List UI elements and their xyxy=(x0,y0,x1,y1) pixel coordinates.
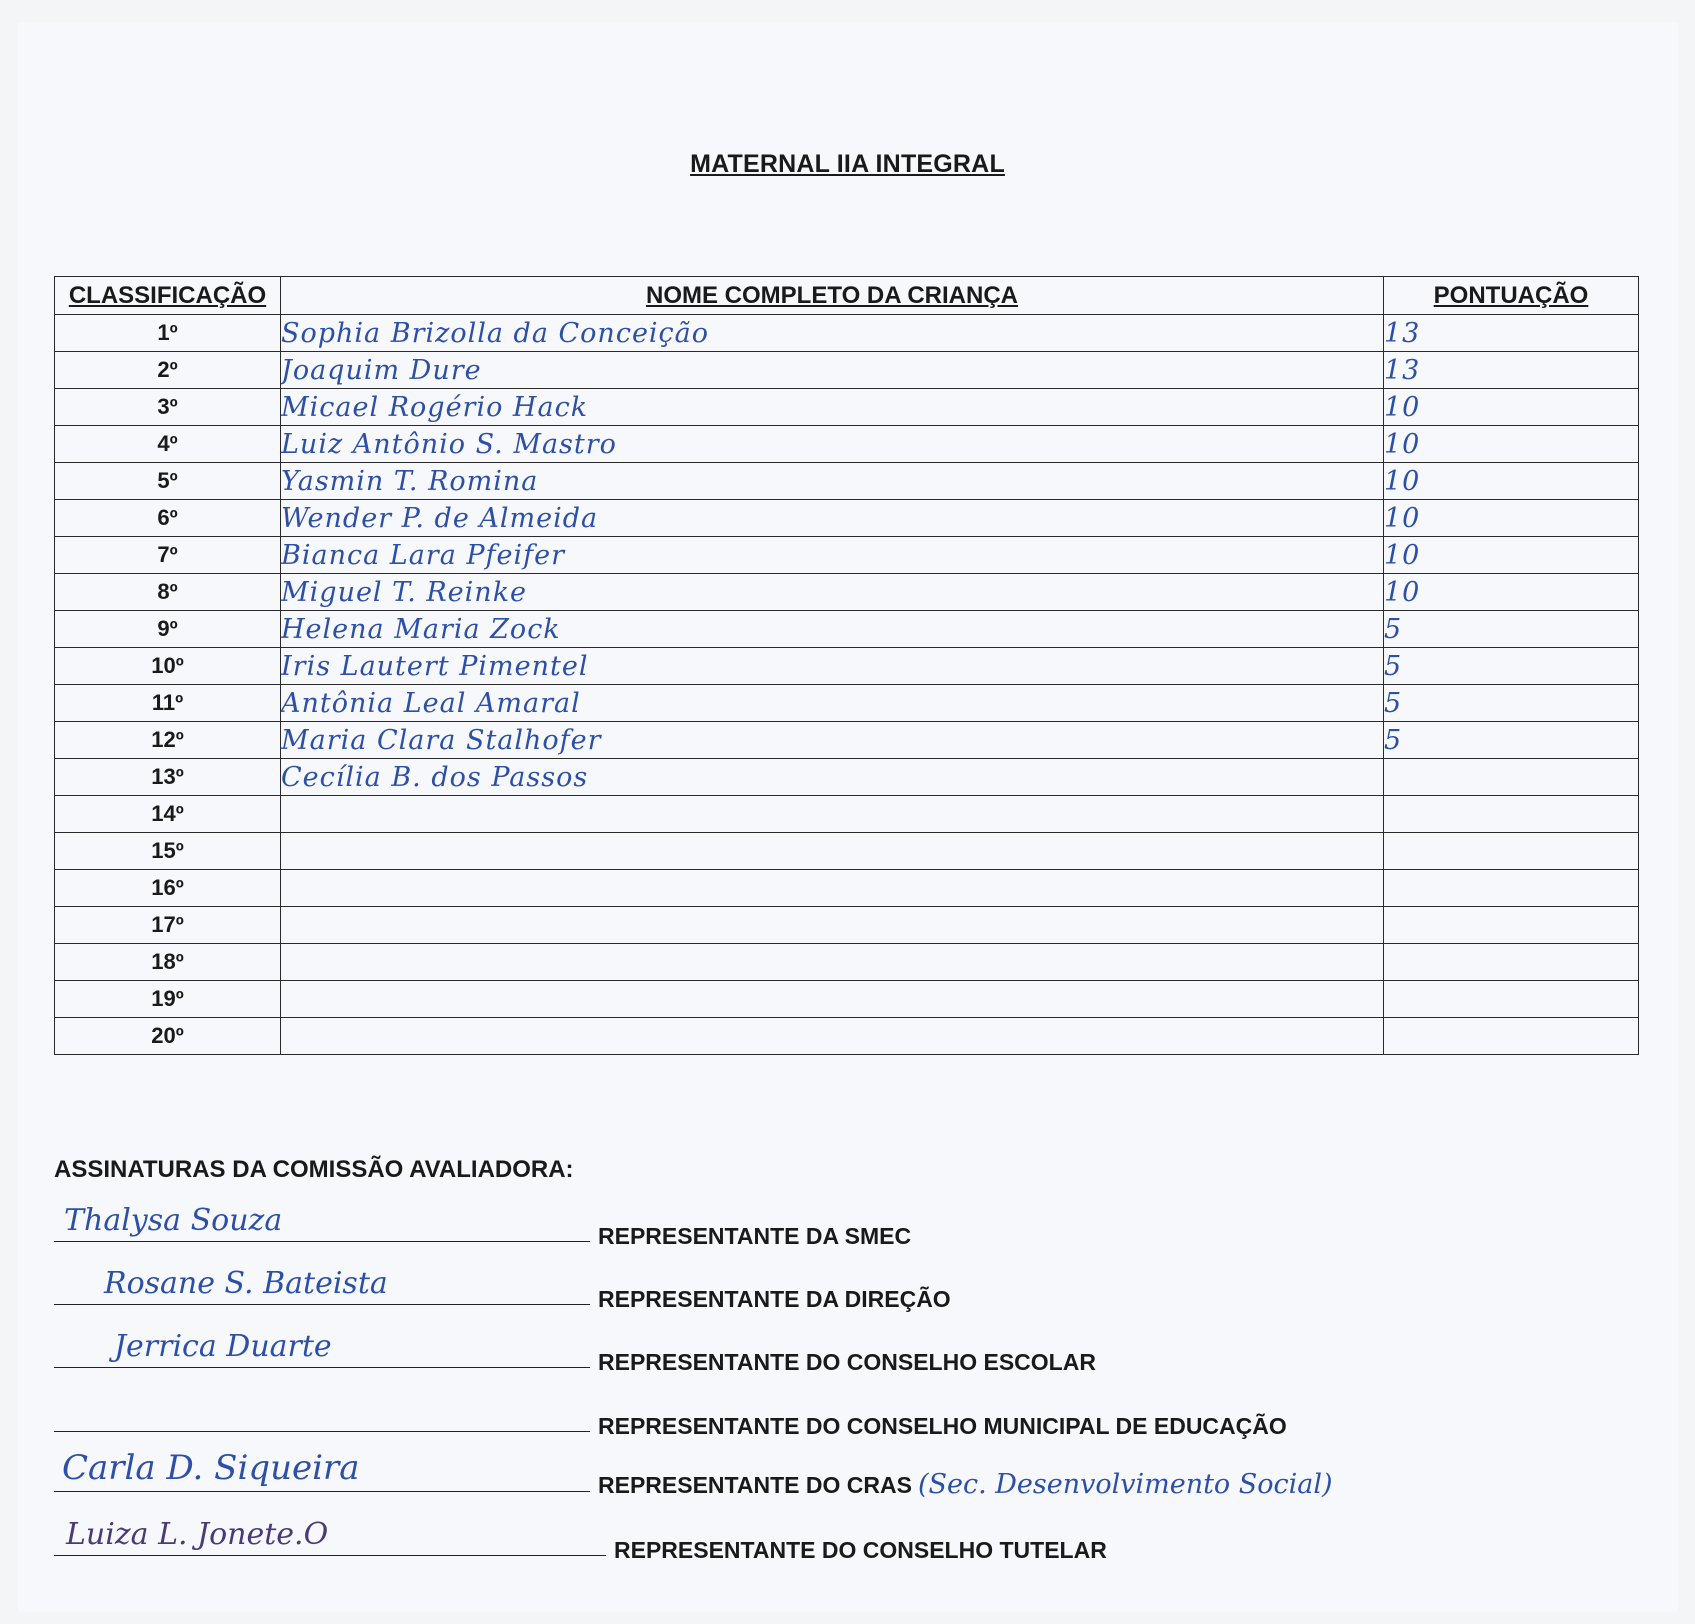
score-cell: 13 xyxy=(1384,315,1639,352)
signature-underline xyxy=(54,1431,590,1432)
rank-cell: 2º xyxy=(55,352,281,389)
child-name-cell: Miguel T. Reinke xyxy=(281,574,1384,611)
signature-line-conselho-tutelar xyxy=(54,1514,1654,1566)
rank-cell: 9º xyxy=(55,611,281,648)
table-row xyxy=(55,500,1639,537)
rank-cell: 6º xyxy=(55,500,281,537)
signature-role: REPRESENTANTE DA SMEC xyxy=(598,1223,912,1249)
child-name-cell: Antônia Leal Amaral xyxy=(281,685,1384,722)
child-name-cell: Maria Clara Stalhofer xyxy=(281,722,1384,759)
rank-cell: 8º xyxy=(55,574,281,611)
rank-cell: 7º xyxy=(55,537,281,574)
header-classification: CLASSIFICAÇÃO xyxy=(55,277,281,315)
table-row xyxy=(55,833,1639,870)
table-row xyxy=(55,352,1639,389)
table-row xyxy=(55,426,1639,463)
rank-cell: 16º xyxy=(55,870,281,907)
table-row xyxy=(55,870,1639,907)
rank-cell: 10º xyxy=(55,648,281,685)
signature-underline xyxy=(54,1304,590,1305)
table-row xyxy=(55,389,1639,426)
child-name-cell: Luiz Antônio S. Mastro xyxy=(281,426,1384,463)
signature-line-direcao xyxy=(54,1263,1654,1315)
rank-cell: 20º xyxy=(55,1018,281,1055)
signature-handwritten: Luiza L. Jonete.O xyxy=(66,1517,329,1552)
rank-cell: 3º xyxy=(55,389,281,426)
score-cell: 5 xyxy=(1384,722,1639,759)
score-cell xyxy=(1384,833,1639,870)
page-title: MATERNAL IIA INTEGRAL xyxy=(690,150,1005,178)
signature-role: REPRESENTANTE DO CONSELHO MUNICIPAL DE EDUCAÇÃO xyxy=(598,1413,1287,1439)
child-name-cell xyxy=(281,870,1384,907)
signature-handwritten: Thalysa Souza xyxy=(64,1203,283,1238)
child-name-cell: Yasmin T. Romina xyxy=(281,463,1384,500)
table-row xyxy=(55,537,1639,574)
signature-underline xyxy=(54,1241,590,1242)
signature-underline xyxy=(54,1367,590,1368)
score-cell xyxy=(1384,796,1639,833)
table-header-row xyxy=(55,277,1639,315)
table-row xyxy=(55,722,1639,759)
header-score: PONTUAÇÃO xyxy=(1384,277,1639,315)
signature-role: REPRESENTANTE DA DIREÇÃO xyxy=(598,1286,951,1312)
signature-underline xyxy=(54,1555,606,1556)
header-child-name: NOME COMPLETO DA CRIANÇA xyxy=(281,277,1384,315)
rank-cell: 4º xyxy=(55,426,281,463)
signature-role: REPRESENTANTE DO CONSELHO ESCOLAR xyxy=(598,1349,1096,1375)
rank-cell: 19º xyxy=(55,981,281,1018)
table-row xyxy=(55,981,1639,1018)
signature-line-conselho-escolar xyxy=(54,1326,1654,1378)
score-cell: 10 xyxy=(1384,500,1639,537)
table-row xyxy=(55,685,1639,722)
rank-cell: 15º xyxy=(55,833,281,870)
score-cell: 10 xyxy=(1384,463,1639,500)
score-cell: 10 xyxy=(1384,389,1639,426)
score-cell xyxy=(1384,759,1639,796)
signature-role: REPRESENTANTE DO CONSELHO TUTELAR xyxy=(614,1537,1107,1563)
signatures-heading: ASSINATURAS DA COMISSÃO AVALIADORA: xyxy=(54,1156,574,1183)
child-name-cell xyxy=(281,907,1384,944)
child-name-cell: Helena Maria Zock xyxy=(281,611,1384,648)
signature-line-smec xyxy=(54,1200,1654,1252)
table-row xyxy=(55,1018,1639,1055)
classification-table xyxy=(54,276,1639,1055)
table-row xyxy=(55,944,1639,981)
table-row xyxy=(55,463,1639,500)
rank-cell: 13º xyxy=(55,759,281,796)
table-row xyxy=(55,759,1639,796)
table-row xyxy=(55,611,1639,648)
score-cell: 5 xyxy=(1384,648,1639,685)
child-name-cell xyxy=(281,1018,1384,1055)
child-name-cell: Cecília B. dos Passos xyxy=(281,759,1384,796)
child-name-cell xyxy=(281,796,1384,833)
score-cell xyxy=(1384,981,1639,1018)
child-name-cell xyxy=(281,981,1384,1018)
table-row xyxy=(55,315,1639,352)
child-name-cell: Joaquim Dure xyxy=(281,352,1384,389)
score-cell xyxy=(1384,870,1639,907)
signature-note: (Sec. Desenvolvimento Social) xyxy=(917,1469,1333,1500)
score-cell: 5 xyxy=(1384,611,1639,648)
child-name-cell: Wender P. de Almeida xyxy=(281,500,1384,537)
score-cell: 10 xyxy=(1384,537,1639,574)
table-row xyxy=(55,574,1639,611)
score-cell xyxy=(1384,907,1639,944)
table-row xyxy=(55,796,1639,833)
child-name-cell xyxy=(281,944,1384,981)
rank-cell: 11º xyxy=(55,685,281,722)
score-cell: 10 xyxy=(1384,574,1639,611)
rank-cell: 18º xyxy=(55,944,281,981)
child-name-cell: Iris Lautert Pimentel xyxy=(281,648,1384,685)
rank-cell: 12º xyxy=(55,722,281,759)
child-name-cell: Micael Rogério Hack xyxy=(281,389,1384,426)
signature-handwritten: Carla D. Siqueira xyxy=(62,1448,360,1488)
signature-line-conselho-municipal xyxy=(54,1390,1654,1442)
signature-underline xyxy=(54,1491,590,1492)
score-cell: 13 xyxy=(1384,352,1639,389)
score-cell xyxy=(1384,1018,1639,1055)
table-row xyxy=(55,907,1639,944)
rank-cell: 17º xyxy=(55,907,281,944)
signature-handwritten: Jerrica Duarte xyxy=(114,1329,332,1364)
signature-role-text: REPRESENTANTE DO CRAS xyxy=(598,1472,912,1498)
score-cell xyxy=(1384,944,1639,981)
child-name-cell: Sophia Brizolla da Conceição xyxy=(281,315,1384,352)
rank-cell: 14º xyxy=(55,796,281,833)
rank-cell: 1º xyxy=(55,315,281,352)
rank-cell: 5º xyxy=(55,463,281,500)
child-name-cell xyxy=(281,833,1384,870)
signature-handwritten: Rosane S. Bateista xyxy=(104,1266,388,1301)
score-cell: 10 xyxy=(1384,426,1639,463)
score-cell: 5 xyxy=(1384,685,1639,722)
child-name-cell: Bianca Lara Pfeifer xyxy=(281,537,1384,574)
table-row xyxy=(55,648,1639,685)
signature-role xyxy=(598,1469,1333,1500)
signature-line-cras xyxy=(54,1450,1654,1502)
